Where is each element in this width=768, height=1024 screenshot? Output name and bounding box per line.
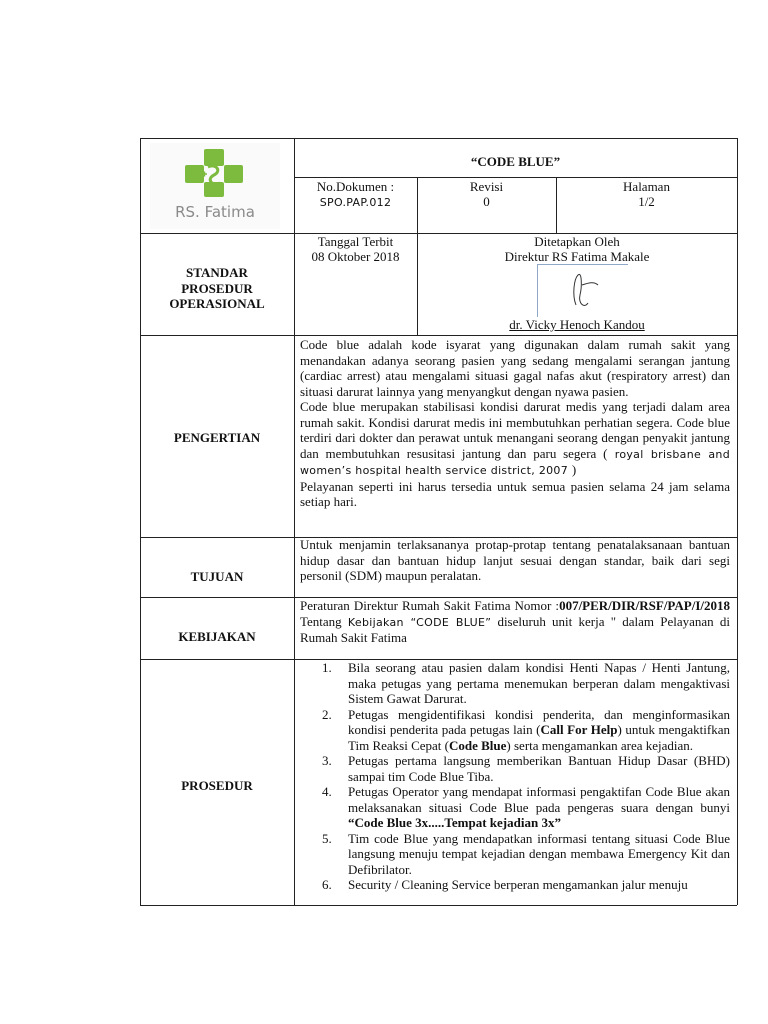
title-row-divider [294,177,737,178]
revisi-label: Revisi [469,179,504,194]
spo-label [140,265,294,312]
halaman-value: 1/2 [638,194,655,209]
step-number: 5. [322,830,332,846]
tanggal-value: 08 Oktober 2018 [311,249,400,264]
step-text-bold: “Code Blue 3x.....Tempat kejadian 3x” [348,815,561,830]
step-number: 2. [322,706,332,722]
kebijakan-content [300,598,730,646]
halaman-label: Halaman [623,179,670,194]
pengertian-label: PENGERTIAN [173,430,261,445]
prosedur-step-4 [300,784,730,831]
pengertian-paragraph-2 [300,399,730,479]
kebijakan-text-2: Tentang [300,613,348,629]
step-text-cont: ) untuk mengaktifkan Tim Reaksi Cepat ( [348,722,730,753]
tujuan-label: TUJUAN [190,569,244,584]
prosedur-list [300,660,730,893]
spo-label-line-2: PROSEDUR [181,280,253,296]
kebijakan-label: KEBIJAKAN [178,629,256,644]
pengertian-content [300,337,730,510]
step-text: Petugas Operator yang mendapat informasi pengaktifan Code Blue akan melaksanakan situasi Code Blue pada pengeras suara dengan bunyi [348,784,730,815]
no-dokumen-value: SPO.PAP.012 [319,196,392,209]
step-text-end: ) serta mengamankan area kejadian. [506,737,694,753]
step-text: Bila seorang atau pasien dalam kondisi Henti Napas / Henti Jantung, maka petugas yang pertama menemukan berperan dalam mengaktivasi Sistem Gawat Darurat. [348,660,730,706]
kebijakan-title: Kebijakan “CODE BLUE” [347,615,492,629]
pengertian-p2-close: ) [571,462,577,477]
step-number: 3. [322,753,332,768]
prosedur-step-3 [300,753,730,784]
table-border-top [140,138,737,139]
step-text-bold-2: Code Blue [449,737,507,753]
step-number: 6. [322,877,332,892]
tanggal-label: Tanggal Terbit [317,234,394,249]
kebijakan-text-3: diseluruh unit kerja " dalam Pelayanan di Rumah Sakit Fatima [300,613,730,645]
pengertian-paragraph-3: Pelayanan seperti ini harus tersedia untuk semua pasien selama 24 jam selama setiap hari. [300,478,730,509]
hospital-logo [150,143,280,229]
prosedur-label: PROSEDUR [181,778,253,793]
document-title: “CODE BLUE” [470,154,561,169]
pengertian-p2-text: Code blue merupakan stabilisasi kondisi darurat medis yang terjadi dalam area rumah sakit. Kondisi darurat medis ini membutuhkan perhatian segera. Code blue terdiri dari dokter dan perawat untuk menangani seorang dengan penyakit jantung dan membutuhkan resusitasi jantung dan paru segera ( [300,399,730,461]
table-border-right [737,138,738,905]
signature [537,264,628,317]
step-text: Tim code Blue yang mendapatkan informasi tentang situasi Code Blue langsung menuju tempat kejadian dengan membawa Emergency Kit dan Defibrilator. [348,830,730,877]
prosedur-step-1 [300,660,730,707]
signature-scribble [538,265,628,317]
prosedur-step-6 [300,877,730,893]
logo-text: RS. Fatima [175,203,255,221]
ditetapkan-label: Ditetapkan Oleh [534,234,620,249]
ditetapkan-by: Direktur RS Fatima Makale [504,249,650,264]
pengertian-paragraph-1: Code blue adalah kode isyarat yang digunakan dalam rumah sakit yang menandakan adanya seorang pasien yang sedang mengalami serangan jantung (cardiac arrest) atau mengalami situasi gagal nafas akut (respiratory arrest) dan situasi darurat lainnya yang menyangkut dengan nyawa pasien. [300,337,730,399]
pengertian-citation: royal brisbane and women’s hospital health service district, 2007 [300,447,730,477]
kebijakan-nomor: 007/PER/DIR/RSF/PAP/I/2018 [559,598,730,613]
step-text: Petugas mengidentifikasi kondisi penderita, dan menginformasikan kondisi penderita pada petugas lain ( [348,706,730,737]
step-number: 1. [322,660,332,675]
prosedur-step-2 [300,707,730,754]
spo-row-divider [140,335,737,336]
spo-label-line-3: OPERASIONAL [169,296,265,311]
step-text: Petugas pertama langsung memberikan Bantuan Hidup Dasar (BHD) sampai tim Code Blue Tiba. [348,753,730,784]
step-text-bold: Call For Help [540,722,618,737]
revisi-value: 0 [483,194,490,209]
signer-name: dr. Vicky Henoch Kandou [509,317,645,332]
step-text: Security / Cleaning Service berperan mengamankan jalur menuju [348,877,688,892]
prosedur-step-5 [300,831,730,878]
table-border-bottom [140,905,737,906]
kebijakan-text-1: Peraturan Direktur Rumah Sakit Fatima Nomor : [300,598,560,613]
no-dokumen-label: No.Dokumen : [316,179,395,194]
step-number: 4. [322,784,332,799]
spo-label-line-1: STANDAR [186,265,248,280]
prosedur-content [300,660,730,904]
tujuan-content: Untuk menjamin terlaksananya protap-protap tentang penatalaksanaan bantuan hidup dasar dan bantuan hidup lanjut sesuai dengan standar, baik dari segi personil (SDM) maupun peralatan. [300,537,730,583]
